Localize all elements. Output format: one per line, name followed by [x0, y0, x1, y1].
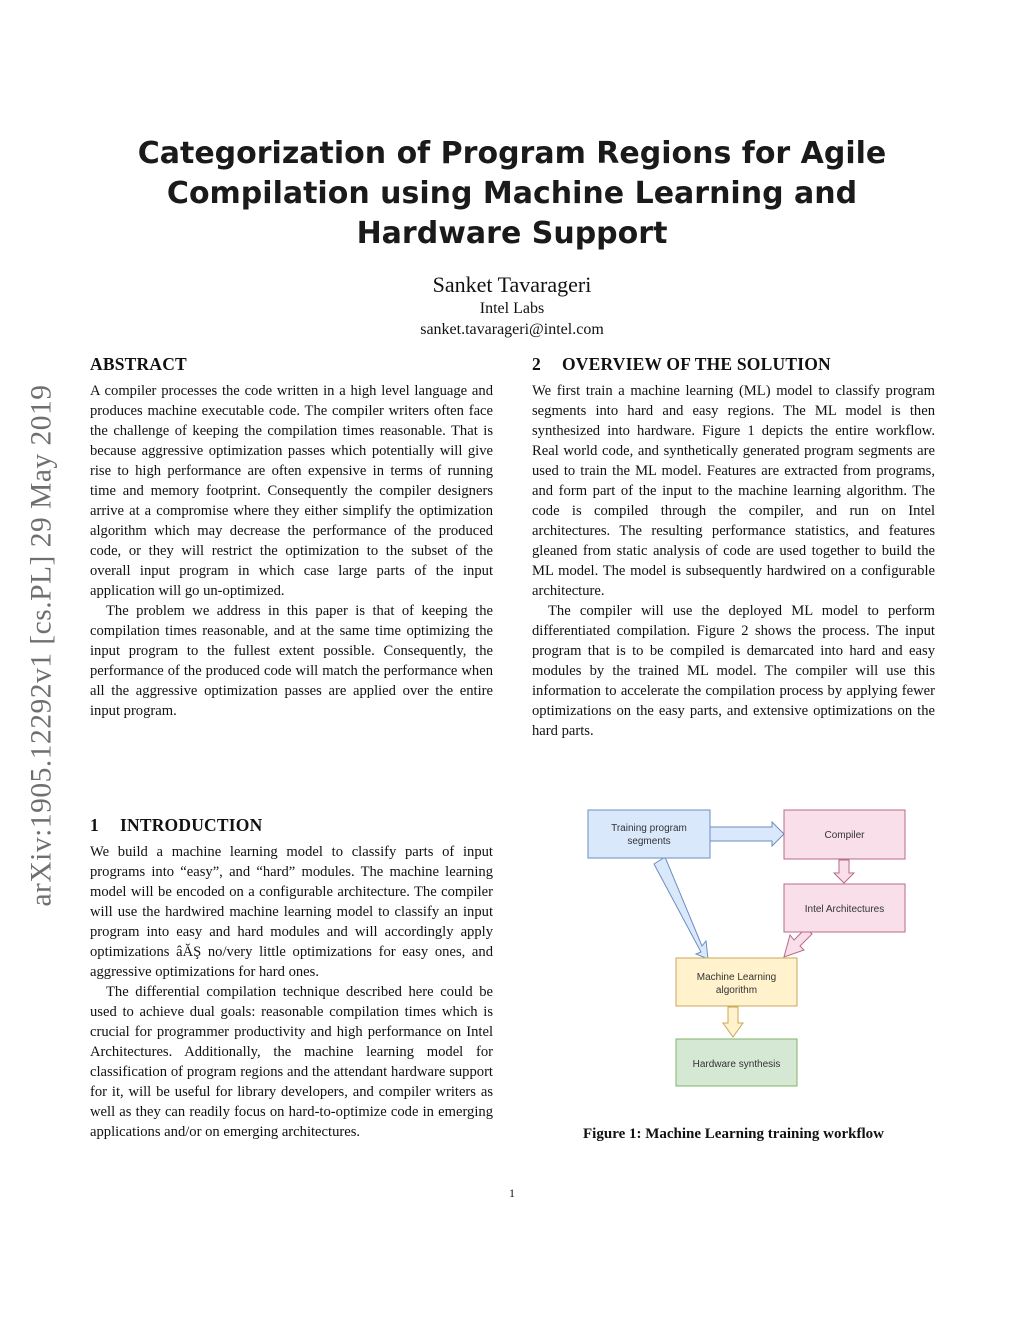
author-affiliation: Intel Labs: [479, 300, 545, 317]
abstract-paragraph-2: The problem we address in this paper is that of keeping the compilation times reasonable, and at the same time optimizing the input program to the fullest extent possible. Consequently, the performance of the produced code will match the performance when all the aggressive optimization passes are applied over the entire input program.: [90, 603, 493, 719]
arxiv-stamp: [20, 350, 64, 940]
node-intel-architectures: [784, 884, 905, 932]
arrow-ml-to-hw: [723, 1007, 743, 1037]
node-label-line-2: segments: [627, 836, 671, 847]
arrow-compiler-to-intel: [834, 860, 854, 883]
node-compiler: [784, 810, 905, 859]
section-number: 1: [90, 815, 99, 835]
paper-title: Categorization of Program Regions for Agile Compilation using Machine Learning and Hardware Support: [137, 136, 887, 251]
author-email[interactable]: sanket.tavarageri@intel.com: [420, 321, 604, 338]
node-label-line-2: algorithm: [715, 985, 758, 996]
node-label: Hardware synthesis: [692, 1059, 781, 1070]
overview-paragraph-2: The compiler will use the deployed ML model to perform differentiated compilation. Figure 2 shows the process. The input program that is to be compiled is demarcated into hard and easy modules by the trained ML model. The compiler will use this information to accelerate the compilation process by applying fewer optimizations on the easy parts, and extensive optimizations on the hard parts.: [532, 603, 935, 739]
introduction-heading: [90, 815, 493, 836]
node-machine-learning-algorithm: [676, 958, 797, 1006]
abstract-section: [90, 354, 493, 721]
node-label: Compiler: [824, 830, 865, 841]
introduction-section: [90, 815, 493, 1142]
overview-heading: [532, 354, 935, 375]
node-label-line-1: Machine Learning: [696, 972, 777, 983]
section-title: OVERVIEW OF THE SOLUTION: [562, 354, 831, 374]
node-label: Intel Architectures: [804, 904, 885, 915]
section-title: INTRODUCTION: [120, 815, 263, 835]
arrow-training-to-compiler: [710, 822, 784, 846]
figure-1-diagram: [580, 800, 910, 1100]
arxiv-stamp-text: arXiv:1905.12292v1 [cs.PL] 29 May 2019: [25, 383, 58, 907]
overview-section: [532, 354, 935, 741]
author-name: Sanket Tavarageri: [432, 272, 592, 297]
overview-paragraph-1: We first train a machine learning (ML) model to classify program segments into hard and easy regions. The ML model is then synthesized into hardware. Figure 1 depicts the entire workflow. Real world code, and synthetically generated program segments are used to train the ML model. Features are extracted from programs, and form part of the input to the machine learning algorithm. The code is compiled through the compiler, and run on Intel architectures. The resulting performance statistics, and features gleaned from static analysis of code are used together to build the ML model. The model is subsequently hardwired on a configurable architecture.: [532, 383, 935, 599]
section-number: 2: [532, 354, 541, 374]
node-training-program-segments: [588, 810, 710, 858]
figure-1-caption: Figure 1: Machine Learning training workflow: [583, 1126, 884, 1142]
node-label-line-1: Training program: [611, 823, 687, 834]
node-hardware-synthesis: [676, 1039, 797, 1086]
introduction-paragraph-2: The differential compilation technique described here could be used to achieve dual goals: reasonable compilation times which is crucial for programmer productivity and high performance on Intel Architectures. Additionally, the machine learning model for classification of program regions and the attendant hardware support for it, will be useful for library developers, and compiler writers as well as they can readily focus on hard-to-optimize code in emerging applications and/or on emerging architectures.: [90, 984, 493, 1140]
arrow-training-to-ml: [654, 857, 708, 959]
introduction-paragraph-1: We build a machine learning model to classify parts of input programs into “easy”, and “hard” modules. The machine learning model will be encoded on a configurable architecture. The compiler will use the hardwired machine learning model to classify an input program into easy and hard modules and will accordingly apply optimizations âĂŞ no/very little optimizations for easy ones, and aggressive optimizations for hard ones.: [90, 844, 493, 980]
page-number: 1: [509, 1186, 515, 1200]
abstract-heading: ABSTRACT: [90, 354, 187, 374]
abstract-paragraph-1: A compiler processes the code written in a high level language and produces machine executable code. The compiler writers often face the challenge of keeping the compilation times reasonable. That is because aggressive optimization passes which potentially will give rise to high performance are often expensive in terms of running time and memory footprint. Consequently the compiler designers arrive at a compromise where they either simplify the optimization algorithm which may decrease the performance of the produced code, or they will restrict the optimization to the subset of the overall input program in which case large parts of the input application will go un-optimized.: [90, 383, 493, 599]
